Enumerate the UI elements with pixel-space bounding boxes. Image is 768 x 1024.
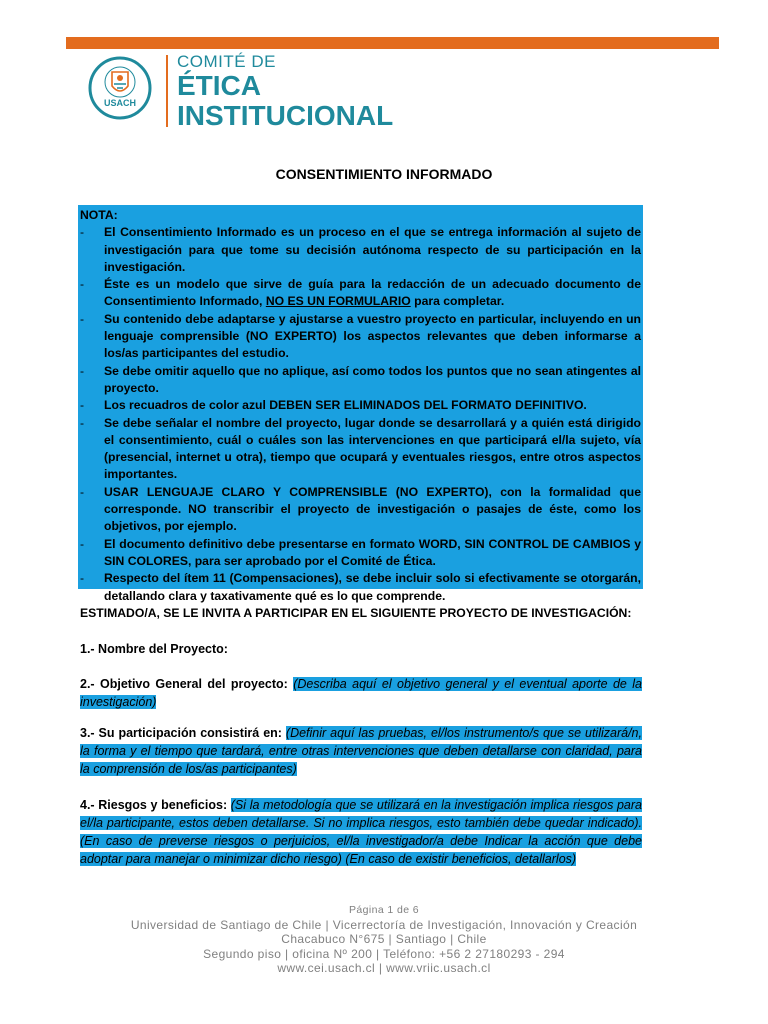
note-item: - USAR LENGUAJE CLARO Y COMPRENSIBLE (NO EXPERTO), con la formalidad que corresponde. NO transcribir el proyecto de investigación o pasajes de éste, como los objetivos, por ejemplo.: [80, 484, 641, 536]
section-4: [80, 796, 642, 868]
section-1-label: 1.- Nombre del Proyecto:: [80, 642, 228, 656]
footer-line-3: Segundo piso | oficina Nº 200 | Teléfono: +56 2 27180293 - 294: [203, 946, 565, 961]
note-box: [78, 205, 643, 603]
header-accent-bar: [66, 37, 719, 49]
footer-line-1: Universidad de Santiago de Chile | Vicerrectoría de Investigación, Innovación y Creación: [130, 917, 638, 932]
document-title: CONSENTIMIENTO INFORMADO: [275, 166, 493, 182]
section-4-hint: (Si la metodología que se utilizará en la investigación implica riesgos para el/la participante, estos deben detallarse. Si no implica riesgos, esto también debe quedar indicado). (En caso de preverse riesgos o perjuicios, el/la investigador/a debe Indicar la acción que debe adoptar para manejar o minimizar dicho riesgo) (En caso de existir beneficios, detallarlos): [80, 798, 642, 866]
section-2-hint: (Describa aquí el objetivo general y el eventual aporte de la investigación): [80, 677, 642, 709]
note-list: [80, 224, 641, 605]
note-item: - Se debe señalar el nombre del proyecto, lugar donde se desarrollará y a quién está dirigido el consentimiento, cuál o cuáles son las intervenciones en que participará el/la sujeto, vía (presencial, internet u otra), tiempo que ocupará y eventuales riesgos, entre otros aspectos importantes.: [80, 415, 641, 484]
brand-line-1: COMITÉ DE: [177, 52, 276, 71]
section-1: [80, 640, 642, 658]
footer: [0, 903, 768, 976]
page-number: Página 1 de 6: [348, 904, 419, 916]
note-item: - El Consentimiento Informado es un proceso en el que se entrega información al sujeto de investigación para que tome su decisión autónoma respecto de su participación en la investigación.: [80, 224, 641, 276]
note-item: - Su contenido debe adaptarse y ajustarse a vuestro proyecto en particular, incluyendo en un lenguaje comprensible (NO EXPERTO) los aspectos relevantes que deben informarse a los/as participantes del estudio.: [80, 311, 641, 363]
footer-line-2: Chacabuco N°675 | Santiago | Chile: [281, 932, 487, 946]
section-3-hint: (Definir aquí las pruebas, el/los instrumento/s que se utilizará/n, la forma y el tiempo que tardará, entre otras intervenciones que deben detallarse con claridad, para la comprensión de los/as participantes): [80, 726, 642, 776]
note-item: [80, 276, 641, 311]
section-2-label: 2.- Objetivo General del proyecto:: [80, 677, 288, 691]
section-2: [80, 675, 642, 711]
invitation-text: ESTIMADO/A, SE LE INVITA A PARTICIPAR EN EL SIGUIENTE PROYECTO DE INVESTIGACIÓN:: [80, 606, 632, 620]
note-item: - Respecto del ítem 11 (Compensaciones), se debe incluir solo si efectivamente se otorgarán, detallando clara y taxativamente qué es lo que comprende.: [80, 570, 641, 605]
note-item: - Se debe omitir aquello que no aplique, así como todos los puntos que no sean atingentes al proyecto.: [80, 363, 641, 398]
brand-line-2: ÉTICA: [177, 70, 261, 101]
usach-logo: [88, 56, 152, 120]
section-4-label: 4.- Riesgos y beneficios:: [80, 798, 228, 812]
note-item: - El documento definitivo debe presentarse en formato WORD, SIN CONTROL DE CAMBIOS y SIN COLORES, para ser aprobado por el Comité de Ética.: [80, 536, 641, 571]
section-3-label: 3.- Su participación consistirá en:: [80, 726, 282, 740]
note-item-text: para completar.: [410, 294, 505, 309]
brand-block: [177, 53, 393, 131]
brand-line-3: INSTITUCIONAL: [177, 100, 394, 131]
logo-text: USACH: [103, 98, 137, 108]
note-item: - Los recuadros de color azul DEBEN SER ELIMINADOS DEL FORMATO DEFINITIVO.: [80, 397, 641, 414]
footer-line-4: www.cei.usach.cl | www.vriic.usach.cl: [277, 961, 491, 975]
header-divider: [166, 55, 168, 127]
note-item-underlined: NO ES UN FORMULARIO: [265, 294, 411, 309]
section-3: [80, 724, 642, 778]
note-heading: NOTA:: [80, 208, 118, 222]
note-item-text: Éste es un modelo que sirve de guía para la redacción de un adecuado documento de Consentimiento Informado,: [104, 277, 641, 309]
